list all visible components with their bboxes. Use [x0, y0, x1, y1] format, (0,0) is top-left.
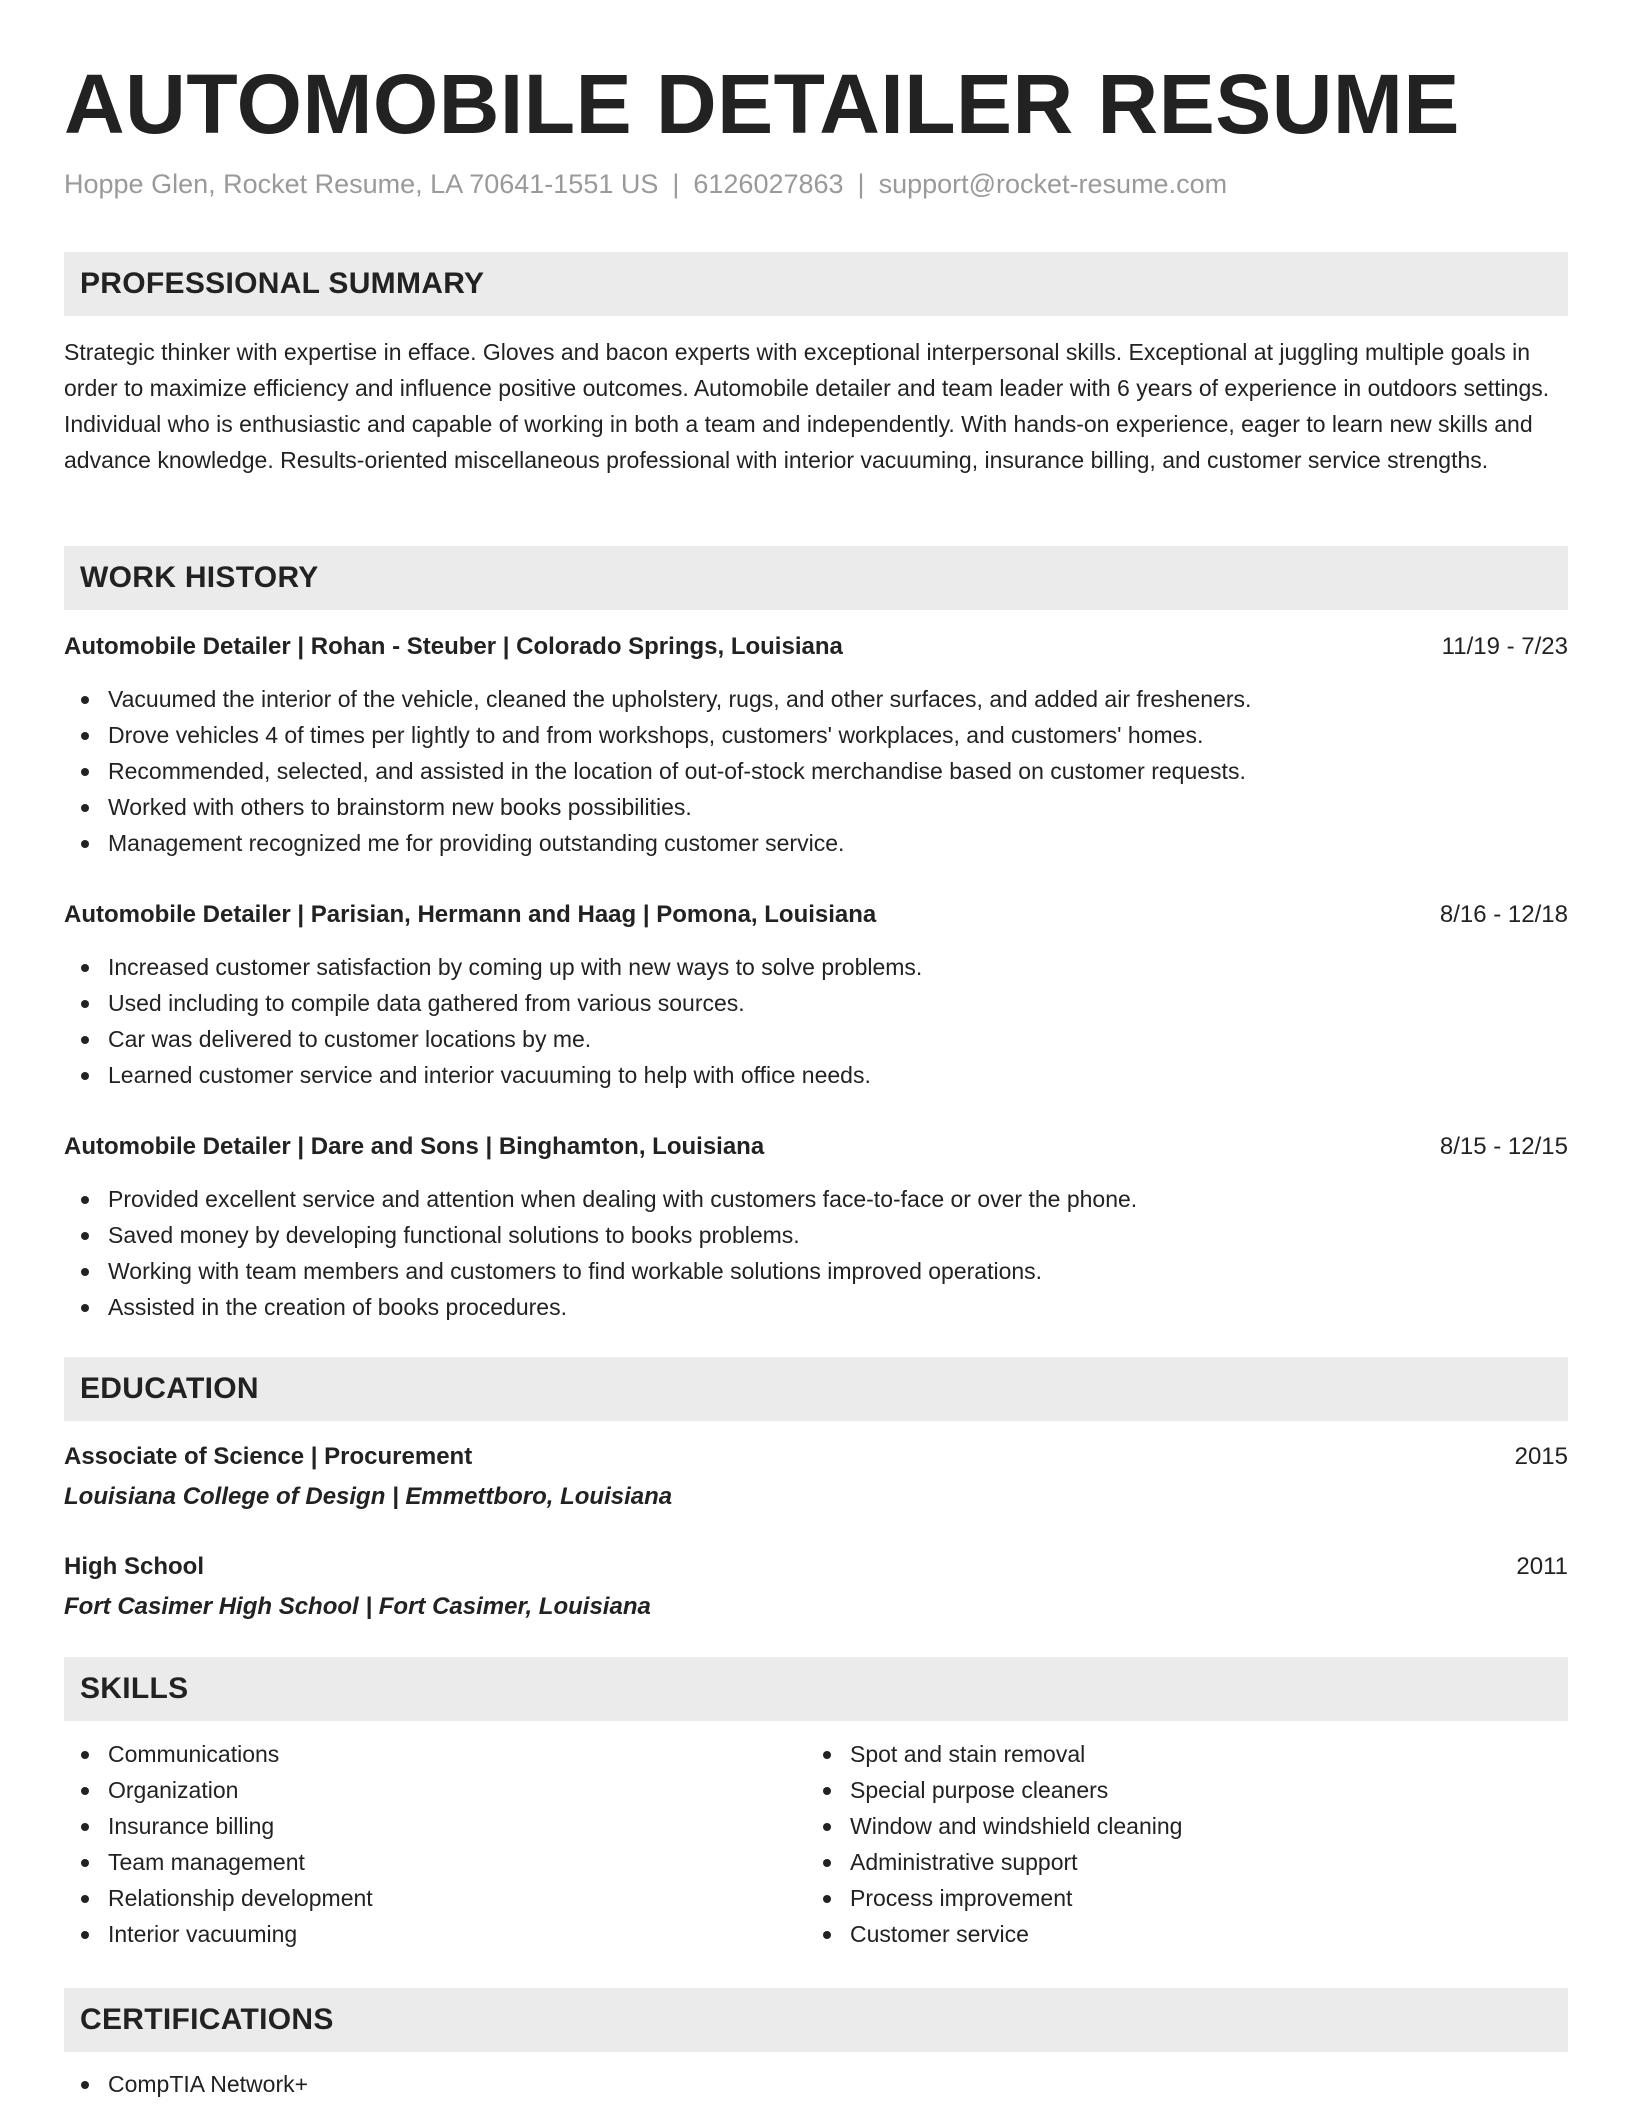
list-item: Communications: [64, 1736, 373, 1772]
certifications-list: [64, 2066, 308, 2102]
education-school: Louisiana College of Design | Emmettboro, Louisiana: [64, 1483, 673, 1510]
contact-separator: |: [672, 169, 680, 199]
contact-separator: |: [857, 169, 865, 199]
resume-title: AUTOMOBILE DETAILER RESUME: [64, 57, 1460, 151]
list-item: Learned customer service and interior vacuuming to help with office needs.: [64, 1057, 1568, 1093]
job-dates: 11/19 - 7/23: [1441, 633, 1568, 660]
education-degree: Associate of Science | Procurement: [64, 1443, 473, 1470]
list-item: Recommended, selected, and assisted in the location of out-of-stock merchandise based on customer requests.: [64, 753, 1568, 789]
list-item: Customer service: [806, 1916, 1182, 1952]
list-item: Vacuumed the interior of the vehicle, cleaned the upholstery, rugs, and other surfaces, and added air fresheners.: [64, 681, 1568, 717]
skills-list: [806, 1736, 1182, 1952]
education-degree: High School: [64, 1553, 204, 1580]
list-item: Insurance billing: [64, 1808, 373, 1844]
section-title: CERTIFICATIONS: [80, 2003, 334, 2036]
list-item: Provided excellent service and attention when dealing with customers face-to-face or over the phone.: [64, 1181, 1568, 1217]
list-item: Saved money by developing functional solutions to books problems.: [64, 1217, 1568, 1253]
section-header-education: [64, 1357, 1568, 1421]
section-title: WORK HISTORY: [80, 561, 319, 594]
list-item: Process improvement: [806, 1880, 1182, 1916]
job-entry: [64, 629, 1568, 861]
section-title: SKILLS: [80, 1672, 189, 1705]
list-item: Car was delivered to customer locations by me.: [64, 1021, 1568, 1057]
list-item: Increased customer satisfaction by coming up with new ways to solve problems.: [64, 949, 1568, 985]
skills-column-left: [64, 1736, 373, 1952]
job-bullets: [64, 1181, 1568, 1325]
section-header-skills: [64, 1657, 1568, 1721]
job-bullets: [64, 949, 1568, 1093]
list-item: Working with team members and customers to find workable solutions improved operations.: [64, 1253, 1568, 1289]
job-title: Automobile Detailer | Parisian, Hermann and Haag | Pomona, Louisiana: [64, 901, 877, 928]
list-item: Organization: [64, 1772, 373, 1808]
job-title: Automobile Detailer | Dare and Sons | Binghamton, Louisiana: [64, 1133, 765, 1160]
job-dates: 8/15 - 12/15: [1439, 1133, 1568, 1160]
list-item: Administrative support: [806, 1844, 1182, 1880]
contact-address: Hoppe Glen, Rocket Resume, LA 70641-1551 US: [64, 169, 659, 199]
job-bullets: [64, 681, 1568, 861]
section-header-summary: [64, 252, 1568, 316]
job-dates: 8/16 - 12/18: [1439, 901, 1568, 928]
list-item: Team management: [64, 1844, 373, 1880]
certifications-block: [64, 2066, 308, 2102]
education-school: Fort Casimer High School | Fort Casimer, Louisiana: [64, 1593, 651, 1620]
skills-column-right: [806, 1736, 1182, 1952]
list-item: CompTIA Network+: [64, 2066, 308, 2102]
list-item: Assisted in the creation of books procedures.: [64, 1289, 1568, 1325]
section-title: PROFESSIONAL SUMMARY: [80, 267, 485, 300]
contact-line: [64, 166, 1227, 202]
section-title: EDUCATION: [80, 1372, 259, 1405]
section-header-work-history: [64, 546, 1568, 610]
education-year: 2015: [1514, 1443, 1568, 1470]
skills-list: [64, 1736, 373, 1952]
list-item: Relationship development: [64, 1880, 373, 1916]
list-item: Spot and stain removal: [806, 1736, 1182, 1772]
contact-email: support@rocket-resume.com: [878, 169, 1228, 199]
education-year: 2011: [1516, 1553, 1568, 1580]
job-entry: [64, 1129, 1568, 1325]
list-item: Management recognized me for providing outstanding customer service.: [64, 825, 1568, 861]
contact-phone: 6126027863: [693, 169, 844, 199]
section-header-certifications: [64, 1988, 1568, 2052]
list-item: Worked with others to brainstorm new books possibilities.: [64, 789, 1568, 825]
job-entry: [64, 897, 1568, 1093]
list-item: Window and windshield cleaning: [806, 1808, 1182, 1844]
list-item: Used including to compile data gathered from various sources.: [64, 985, 1568, 1021]
list-item: Special purpose cleaners: [806, 1772, 1182, 1808]
list-item: Interior vacuuming: [64, 1916, 373, 1952]
summary-text: Strategic thinker with expertise in efface. Gloves and bacon experts with exceptional interpersonal skills. Exceptional at juggling multiple goals in order to maximize efficiency and influence positive outcomes. Automobile detailer and team leader with 6 years of experience in outdoors settings. Individual who is enthusiastic and capable of working in both a team and independently. With hands-on experience, eager to learn new skills and advance knowledge. Results-oriented miscellaneous professional with interior vacuuming, insurance billing, and customer service strengths.: [64, 339, 1550, 473]
job-title: Automobile Detailer | Rohan - Steuber | Colorado Springs, Louisiana: [64, 633, 843, 660]
list-item: Drove vehicles 4 of times per lightly to and from workshops, customers' workplaces, and customers' homes.: [64, 717, 1568, 753]
